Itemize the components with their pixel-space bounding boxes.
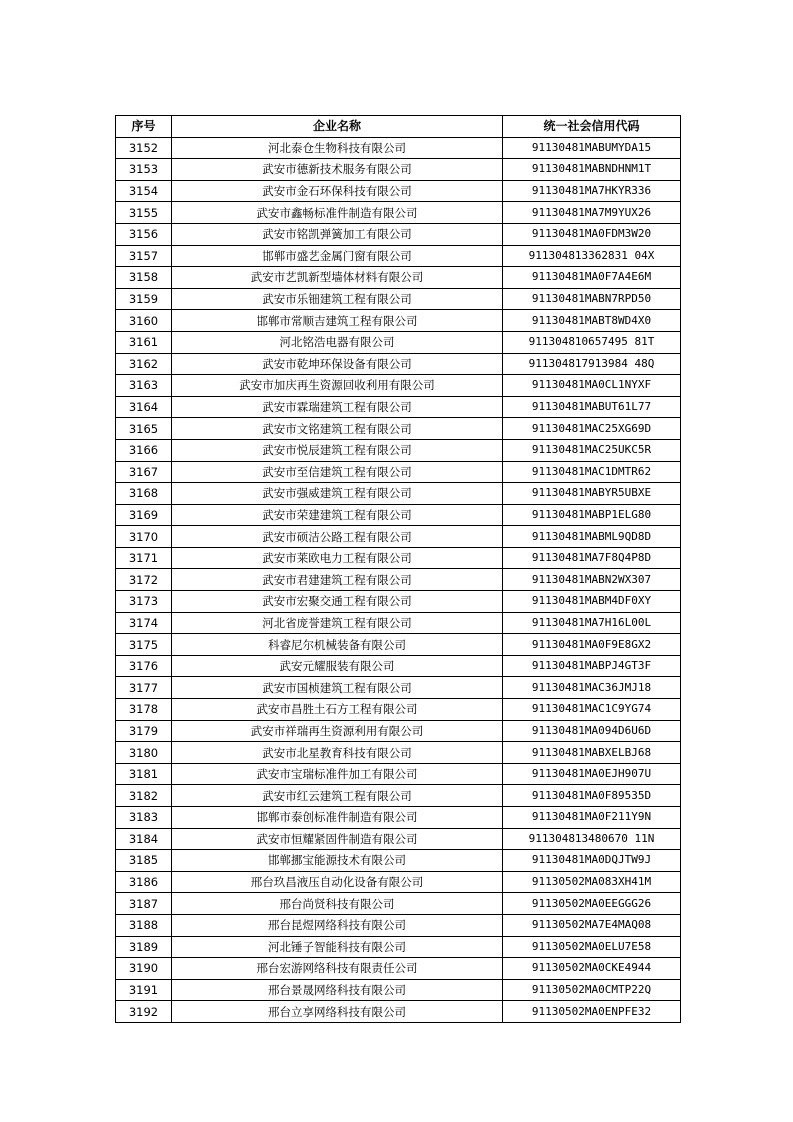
- row-credit-code: 91130481MA7H16L00L: [503, 612, 681, 634]
- row-credit-code: 91130481MA0EJH907U: [503, 763, 681, 785]
- row-seq: 3179: [116, 720, 172, 742]
- row-seq: 3191: [116, 979, 172, 1001]
- row-credit-code: 91130481MA0F89535D: [503, 785, 681, 807]
- row-seq: 3161: [116, 331, 172, 353]
- table-row: [116, 979, 681, 1001]
- table-row: [116, 267, 681, 289]
- table-row: [116, 137, 681, 159]
- row-credit-code: 911304813362831 04X: [503, 245, 681, 267]
- table-row: [116, 634, 681, 656]
- row-company-name: 武安市宏聚交通工程有限公司: [172, 591, 503, 613]
- row-seq: 3181: [116, 763, 172, 785]
- row-credit-code: 91130481MABUMYDA15: [503, 137, 681, 159]
- row-company-name: 武安市乾坤环保设备有限公司: [172, 353, 503, 375]
- row-seq: 3157: [116, 245, 172, 267]
- table-row: [116, 591, 681, 613]
- table-row: [116, 331, 681, 353]
- row-company-name: 邢台宏游网络科技有限责任公司: [172, 958, 503, 980]
- row-credit-code: 91130481MA0F7A4E6M: [503, 267, 681, 289]
- row-company-name: 武安市硕洁公路工程有限公司: [172, 526, 503, 548]
- table-row: [116, 958, 681, 980]
- table-row: [116, 763, 681, 785]
- table-row: [116, 871, 681, 893]
- row-credit-code: 91130502MA0ELU7E58: [503, 936, 681, 958]
- row-company-name: 武安市莱欧电力工程有限公司: [172, 547, 503, 569]
- table-row: [116, 245, 681, 267]
- row-seq: 3187: [116, 893, 172, 915]
- row-seq: 3166: [116, 439, 172, 461]
- row-seq: 3174: [116, 612, 172, 634]
- row-credit-code: 91130481MABN2WX307: [503, 569, 681, 591]
- row-company-name: 武安市国桢建筑工程有限公司: [172, 677, 503, 699]
- row-company-name: 武安市君建建筑工程有限公司: [172, 569, 503, 591]
- table-row: [116, 914, 681, 936]
- row-seq: 3189: [116, 936, 172, 958]
- table-row: [116, 526, 681, 548]
- row-company-name: 邢台立享网络科技有限公司: [172, 1001, 503, 1023]
- row-company-name: 邢台昆煜网络科技有限公司: [172, 914, 503, 936]
- table-row: [116, 547, 681, 569]
- row-credit-code: 91130481MABML9QD8D: [503, 526, 681, 548]
- header-seq: 序号: [116, 116, 172, 138]
- table-row: [116, 1001, 681, 1023]
- row-credit-code: 91130481MA0DQJTW9J: [503, 850, 681, 872]
- table-row: [116, 223, 681, 245]
- row-company-name: 武安市强威建筑工程有限公司: [172, 483, 503, 505]
- row-company-name: 武安市乐钿建筑工程有限公司: [172, 288, 503, 310]
- row-seq: 3159: [116, 288, 172, 310]
- row-seq: 3156: [116, 223, 172, 245]
- row-credit-code: 91130481MA0FDM3W20: [503, 223, 681, 245]
- row-company-name: 武安市加庆再生资源回收利用有限公司: [172, 375, 503, 397]
- row-company-name: 邢台尚贤科技有限公司: [172, 893, 503, 915]
- row-seq: 3178: [116, 699, 172, 721]
- row-credit-code: 91130502MA083XH41M: [503, 871, 681, 893]
- table-row: [116, 785, 681, 807]
- table-row: [116, 202, 681, 224]
- table-header: [116, 116, 681, 138]
- row-seq: 3186: [116, 871, 172, 893]
- row-company-name: 邢台玖昌液压自动化设备有限公司: [172, 871, 503, 893]
- table-row: [116, 396, 681, 418]
- row-credit-code: 91130481MA7HKYR336: [503, 180, 681, 202]
- row-company-name: 武安市艺凯新型墙体材料有限公司: [172, 267, 503, 289]
- row-seq: 3172: [116, 569, 172, 591]
- row-company-name: 科睿尼尔机械装备有限公司: [172, 634, 503, 656]
- row-seq: 3173: [116, 591, 172, 613]
- row-seq: 3169: [116, 504, 172, 526]
- row-company-name: 武安市恒耀紧固件制造有限公司: [172, 828, 503, 850]
- row-credit-code: 91130502MA0ENPFE32: [503, 1001, 681, 1023]
- row-credit-code: 91130481MABP1ELG80: [503, 504, 681, 526]
- row-seq: 3184: [116, 828, 172, 850]
- row-company-name: 河北铭浩电器有限公司: [172, 331, 503, 353]
- table-row: [116, 893, 681, 915]
- row-credit-code: 91130481MABPJ4GT3F: [503, 655, 681, 677]
- row-company-name: 武安市悦辰建筑工程有限公司: [172, 439, 503, 461]
- table-row: [116, 461, 681, 483]
- row-credit-code: 91130481MA0F9E8GX2: [503, 634, 681, 656]
- table-row: [116, 418, 681, 440]
- row-company-name: 河北泰仓生物科技有限公司: [172, 137, 503, 159]
- row-company-name: 邯郸市盛艺金属门窗有限公司: [172, 245, 503, 267]
- row-credit-code: 91130502MA0CKE4944: [503, 958, 681, 980]
- row-company-name: 武安市鑫畅标准件制造有限公司: [172, 202, 503, 224]
- row-seq: 3182: [116, 785, 172, 807]
- row-company-name: 河北省庞誉建筑工程有限公司: [172, 612, 503, 634]
- row-credit-code: 91130481MABYR5UBXE: [503, 483, 681, 505]
- row-credit-code: 91130481MAC36JMJ18: [503, 677, 681, 699]
- table-row: [116, 850, 681, 872]
- row-seq: 3155: [116, 202, 172, 224]
- row-credit-code: 91130481MA7M9YUX26: [503, 202, 681, 224]
- table-row: [116, 483, 681, 505]
- row-company-name: 武安市金石环保科技有限公司: [172, 180, 503, 202]
- table-row: [116, 375, 681, 397]
- row-seq: 3158: [116, 267, 172, 289]
- table-row: [116, 720, 681, 742]
- row-credit-code: 91130481MA7F8Q4P8D: [503, 547, 681, 569]
- row-company-name: 武安市至信建筑工程有限公司: [172, 461, 503, 483]
- row-seq: 3177: [116, 677, 172, 699]
- table-row: [116, 439, 681, 461]
- row-credit-code: 91130481MA0F211Y9N: [503, 807, 681, 829]
- header-company-name: 企业名称: [172, 116, 503, 138]
- company-list-sheet: [115, 115, 680, 1023]
- row-credit-code: 91130481MAC25UKC5R: [503, 439, 681, 461]
- row-credit-code: 911304813480670 11N: [503, 828, 681, 850]
- row-credit-code: 91130502MA0EEGGG26: [503, 893, 681, 915]
- row-company-name: 邯郸市泰创标准件制造有限公司: [172, 807, 503, 829]
- header-credit-code: 统一社会信用代码: [503, 116, 681, 138]
- row-company-name: 武安市北星教育科技有限公司: [172, 742, 503, 764]
- table-row: [116, 807, 681, 829]
- row-seq: 3190: [116, 958, 172, 980]
- row-credit-code: 91130502MA7E4MAQ08: [503, 914, 681, 936]
- row-credit-code: 91130481MABN7RPD50: [503, 288, 681, 310]
- row-seq: 3153: [116, 159, 172, 181]
- row-seq: 3152: [116, 137, 172, 159]
- row-seq: 3154: [116, 180, 172, 202]
- table-row: [116, 655, 681, 677]
- table-row: [116, 569, 681, 591]
- row-seq: 3162: [116, 353, 172, 375]
- row-company-name: 武安市霖瑞建筑工程有限公司: [172, 396, 503, 418]
- table-row: [116, 353, 681, 375]
- row-credit-code: 91130481MABNDHNM1T: [503, 159, 681, 181]
- table-row: [116, 742, 681, 764]
- row-seq: 3163: [116, 375, 172, 397]
- row-company-name: 武安市宝瑞标准件加工有限公司: [172, 763, 503, 785]
- table-row: [116, 310, 681, 332]
- row-seq: 3164: [116, 396, 172, 418]
- row-seq: 3165: [116, 418, 172, 440]
- row-company-name: 邯郸挪宝能源技术有限公司: [172, 850, 503, 872]
- table-row: [116, 936, 681, 958]
- row-credit-code: 91130481MABXELBJ68: [503, 742, 681, 764]
- row-seq: 3175: [116, 634, 172, 656]
- row-credit-code: 91130481MAC1DMTR62: [503, 461, 681, 483]
- row-company-name: 武安市红云建筑工程有限公司: [172, 785, 503, 807]
- row-seq: 3167: [116, 461, 172, 483]
- row-seq: 3168: [116, 483, 172, 505]
- row-company-name: 武安市德新技术服务有限公司: [172, 159, 503, 181]
- row-seq: 3188: [116, 914, 172, 936]
- row-seq: 3183: [116, 807, 172, 829]
- row-seq: 3185: [116, 850, 172, 872]
- table-row: [116, 677, 681, 699]
- row-seq: 3160: [116, 310, 172, 332]
- row-company-name: 武安市祥瑞再生资源利用有限公司: [172, 720, 503, 742]
- row-company-name: 武安市文铭建筑工程有限公司: [172, 418, 503, 440]
- row-company-name: 武安市铭凯弹簧加工有限公司: [172, 223, 503, 245]
- row-credit-code: 91130481MAC1C9YG74: [503, 699, 681, 721]
- table-row: [116, 504, 681, 526]
- table-row: [116, 612, 681, 634]
- header-row: [116, 116, 681, 138]
- row-seq: 3180: [116, 742, 172, 764]
- row-credit-code: 91130481MA094D6U6D: [503, 720, 681, 742]
- row-credit-code: 91130481MAC25XG69D: [503, 418, 681, 440]
- table-body: [116, 137, 681, 1022]
- row-company-name: 武安市荣建建筑工程有限公司: [172, 504, 503, 526]
- row-credit-code: 911304817913984 48Q: [503, 353, 681, 375]
- row-company-name: 邯郸市常顺吉建筑工程有限公司: [172, 310, 503, 332]
- row-seq: 3170: [116, 526, 172, 548]
- row-seq: 3176: [116, 655, 172, 677]
- row-credit-code: 91130481MABUT61L77: [503, 396, 681, 418]
- table-row: [116, 180, 681, 202]
- row-company-name: 河北锤子智能科技有限公司: [172, 936, 503, 958]
- row-company-name: 邢台景晟网络科技有限公司: [172, 979, 503, 1001]
- table-row: [116, 288, 681, 310]
- row-seq: 3171: [116, 547, 172, 569]
- row-credit-code: 911304810657495 81T: [503, 331, 681, 353]
- row-company-name: 武安元耀服装有限公司: [172, 655, 503, 677]
- table-row: [116, 699, 681, 721]
- table-row: [116, 828, 681, 850]
- row-credit-code: 91130481MABT8WD4X0: [503, 310, 681, 332]
- row-seq: 3192: [116, 1001, 172, 1023]
- row-credit-code: 91130481MABM4DF0XY: [503, 591, 681, 613]
- table-row: [116, 159, 681, 181]
- row-credit-code: 91130502MA0CMTP22Q: [503, 979, 681, 1001]
- row-company-name: 武安市昌胜土石方工程有限公司: [172, 699, 503, 721]
- company-table: [115, 115, 681, 1023]
- row-credit-code: 91130481MA0CL1NYXF: [503, 375, 681, 397]
